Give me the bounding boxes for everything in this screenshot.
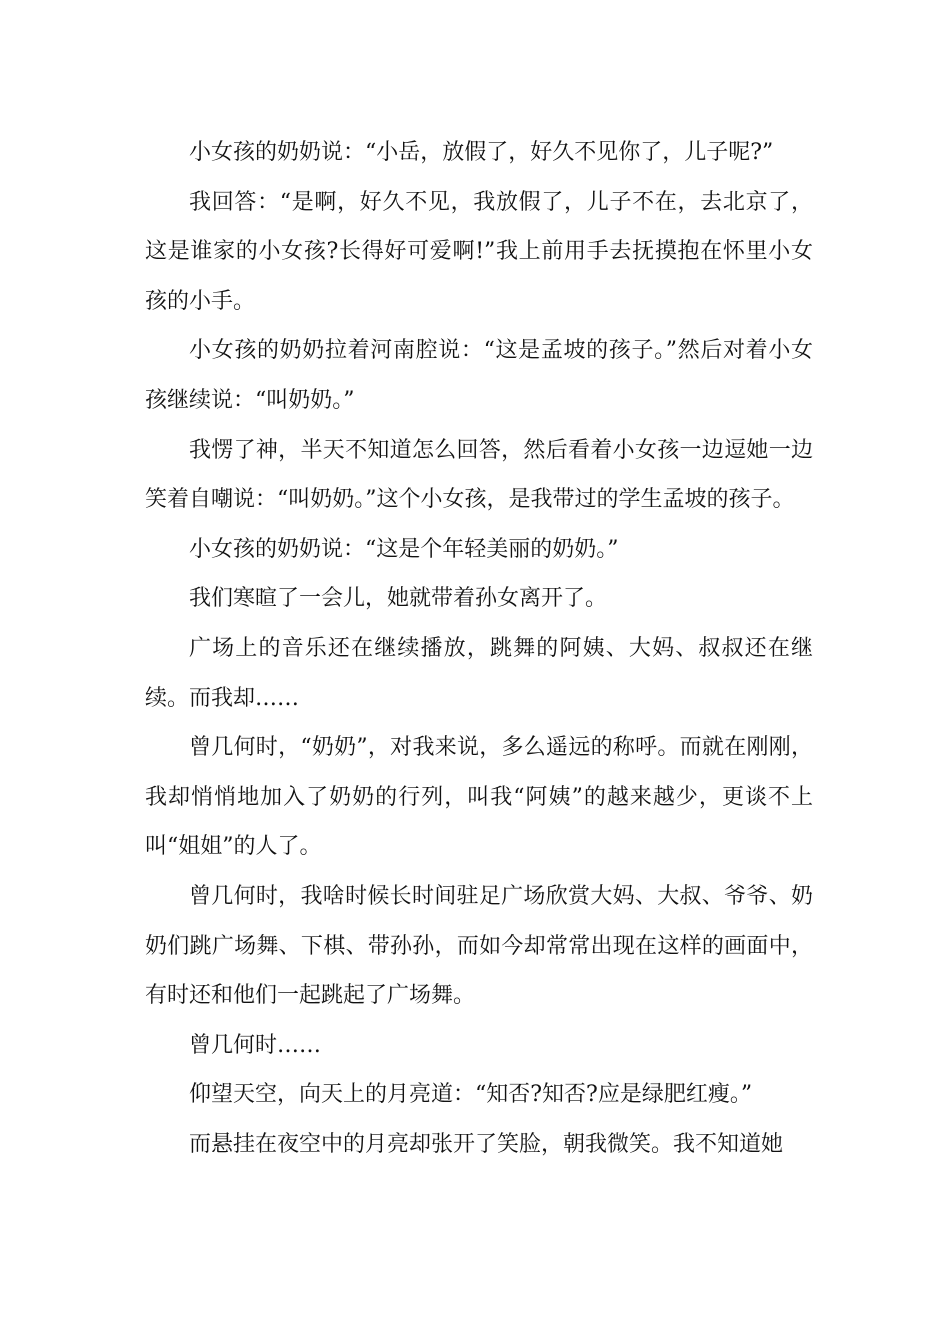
paragraph-8: 曾几何时，“奶奶”，对我来说，多么遥远的称呼。而就在刚刚，我却悄悄地加入了奶奶的行列，叫我“阿姨”的越来越少，更谈不上叫“姐姐”的人了。 bbox=[145, 735, 813, 860]
paragraph-7: 广场上的音乐还在继续播放，跳舞的阿姨、大妈、叔叔还在继续。而我却…… bbox=[145, 635, 813, 711]
paragraph-12: 而悬挂在夜空中的月亮却张开了笑脸，朝我微笑。我不知道她 bbox=[189, 1131, 784, 1157]
paragraph-11: 仰望天空，向天上的月亮道：“知否?知否?应是绿肥红瘦。” bbox=[189, 1082, 753, 1108]
paragraph-5: 小女孩的奶奶说：“这是个年轻美丽的奶奶。” bbox=[189, 536, 619, 562]
paragraph-1: 小女孩的奶奶说：“小岳，放假了，好久不见你了，儿子呢?” bbox=[189, 140, 774, 165]
paragraph-2: 我回答：“是啊，好久不见，我放假了，儿子不在，去北京了，这是谁家的小女孩?长得好可爱啊!”我上前用手去抚摸抱在怀里小女孩的小手。 bbox=[145, 189, 813, 314]
document-body bbox=[145, 128, 813, 1169]
paragraph-9: 曾几何时，我啥时候长时间驻足广场欣赏大妈、大叔、爷爷、奶奶们跳广场舞、下棋、带孙孙，而如今却常常出现在这样的画面中，有时还和他们一起跳起了广场舞。 bbox=[145, 883, 813, 1009]
paragraph-3: 小女孩的奶奶拉着河南腔说：“这是孟坡的孩子。”然后对着小女孩继续说：“叫奶奶。” bbox=[145, 338, 813, 413]
paragraph-10: 曾几何时…… bbox=[189, 1032, 322, 1058]
paragraph-6: 我们寒暄了一会儿，她就带着孙女离开了。 bbox=[189, 586, 608, 612]
paragraph-4: 我愣了神，半天不知道怎么回答，然后看着小女孩一边逗她一边笑着自嘲说：“叫奶奶。”这个小女孩，是我带过的学生孟坡的孩子。 bbox=[145, 437, 813, 513]
